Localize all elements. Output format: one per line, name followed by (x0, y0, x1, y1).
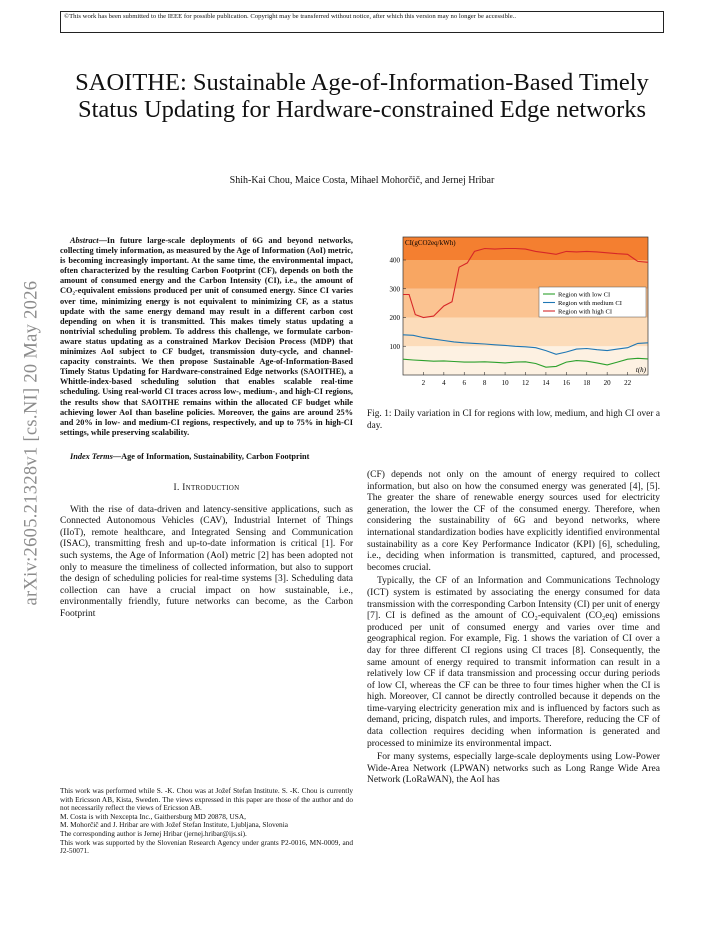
x-tick-label: 20 (603, 379, 611, 387)
abstract (60, 236, 353, 438)
x-tick-label: 12 (522, 379, 529, 387)
index-terms (60, 452, 353, 462)
chart-band-3 (403, 260, 648, 289)
abstract-label: Abstract (70, 236, 99, 245)
x-tick-label: 4 (442, 379, 446, 387)
x-tick-label: 6 (462, 379, 466, 387)
y-axis-label: CI(gCO2eq/kWh) (405, 239, 456, 247)
arxiv-watermark: arXiv:2605.21328v1 [cs.NI] 20 May 2026 (21, 280, 42, 606)
x-tick-label: 8 (482, 379, 487, 387)
intro-paragraph-1: With the rise of data-driven and latency-sensitive applications, such as Connected Autonomous Vehicles (CAV), Industrial Internet of Things (IIoT), remote healthcare, and Integrated Sensing and Communication (ISAC), transmitting fresh and up-to-date information is critical [1]. For such systems, the Age of Information (AoI) metric [2] has been adopted not only to measure the timeliness of collected information, but also to support the design of scheduling policies for real-time systems [3]. Scheduling data collection can have a crucial impact on how sustainable, i.e., environmentally friendly, future networks can become, as the Carbon Footprint (60, 504, 353, 619)
left-column (60, 236, 353, 623)
x-tick-label: 18 (583, 379, 591, 387)
x-tick-label: 22 (624, 379, 632, 387)
right-column (367, 470, 660, 789)
index-terms-label: Index Terms (70, 451, 113, 461)
abstract-text: —In future large-scale deployments of 6G and beyond networks, collecting timely information, as measured by the Age of Information (AoI) metric, is becoming increasingly important. At the same time, the environmental impact, often characterized by the resulting Carbon Footprint (CF), depends on both the amount of consumed energy and the Carbon Intensity (CI), i.e., the amount of CO₂-equivalent emissions produced per unit of consumed energy. Since CI varies over time, minimizing energy is not equivalent to minimizing CF, as a status update with the same energy demand may result in a different carbon cost depending on when it is transmitted. This makes timely status updating a nontrivial scheduling problem. To address this challenge, we formulate carbon-aware status updating as a constrained Markov Decision Process (MDP) that minimizes AoI subject to CF budget, transmission duty-cycle, and channel-capacity constraints. We then propose Sustainable Age-of-Information-Based Timely Status Updating for Hardware-constrained Edge networks (SAOITHE), a Whittle-index-based scheduling solution that enables scalable real-time scheduling. Using real-world CI traces across low-, medium-, and high-CI regions, the results show that SAOITHE remains within the allocated CF budget while achieving lower AoI than baseline policies. Moreover, the gains are around 25% and 20% in low- and medium-CI regions, respectively, and up to 75% in high-CI settings, while preserving scalability. (60, 236, 353, 437)
right-paragraph-2: Typically, the CF of an Information and Communications Technology (ICT) system is estimated by associating the energy consumed for data transmission with the corresponding Carbon Intensity (CI) per unit of energy [7]. CI is defined as the amount of CO₂-equivalent (CO₂eq) emissions produced per unit of consumed energy and varies over time and geographical region. For example, Fig. 1 shows the variation of CI over a day for three different CI regions using CI traces [8]. Consequently, the same amount of energy required to transmit information can result in a relatively low CF if data transmission and processing occur during periods of low CI, whereas the CF can be three to four times higher when the CI is high. Moreover, CI cannot be directly controlled because it depends on the time-varying electricity generation mix and is influenced by factors such as demand, pricing, dispatch rules, and imports. Therefore, reducing the CF of data collection requires deciding when information is generated and processed to minimize its environmental impact. (367, 576, 660, 749)
y-tick-label: 100 (389, 342, 400, 351)
legend-label-1: Region with low CI (558, 291, 611, 299)
figure-1-caption: Fig. 1: Daily variation in CI for regions with low, medium, and high CI over a day. (367, 409, 660, 431)
footnote: This work was performed while S. -K. Chou was at Jožef Stefan Institute. S. -K. Chou is currently with Ericsson AB, Kista, Sweden. The views expressed in this paper are those of the author and do not necessarily reflect the views of Ericsson AB. M. Costa is with Nexcepta Inc., Gaithersburg MD 20878, USA, M. Mohorčič and J. Hribar are with Jožef Stefan Institute, Ljubljana, Slovenia The corresponding author is Jernej Hribar (jernej.hribar@ijs.si). This work was supported by the Slovenian Research Agency under grants P2-0016, MN-0009, and J2-50071. (60, 786, 353, 856)
chart-band-1 (403, 318, 648, 347)
right-paragraph-1: (CF) depends not only on the amount of energy required to collect information, but also on how the consumed energy was generated [4], [5]. The greater the share of renewable energy sources used for electricity generation, the lower the CF of the consumed energy. Therefore, when considering the sustainability of 6G and beyond networks, where international standardization bodies have explicitly identified environmental sustainability as a core Key Performance Indicator (KPI) [6], scheduling, i.e., deciding when information is transmitted, captured, and processed, becomes crucial. (367, 470, 660, 573)
legend-label-2: Region with medium CI (558, 299, 622, 307)
y-tick-label: 300 (389, 285, 400, 294)
index-terms-text: —Age of Information, Sustainability, Carbon Footprint (112, 451, 310, 461)
x-axis-label: t(h) (635, 366, 646, 374)
paper-authors: Shih-Kai Chou, Maice Costa, Mihael Mohorčič, and Jernej Hribar (229, 175, 495, 186)
paper-title: SAOITHE: Sustainable Age-of-Information-Based Timely Status Updating for Hardware-constrained Edge networks (75, 69, 649, 123)
footnote-rule (60, 782, 353, 783)
section-heading-introduction: I. Introduction (173, 482, 240, 493)
x-tick-label: 2 (421, 379, 426, 387)
right-paragraph-3: For many systems, especially large-scale deployments using Low-Power Wide-Area Network (LPWAN) networks such as Long Range Wide Area Network (LoRaWAN), the AoI has (367, 752, 660, 786)
legend-label-3: Region with high CI (558, 308, 613, 316)
x-tick-label: 14 (542, 379, 550, 387)
x-tick-label: 16 (562, 379, 570, 387)
figure-1-chart (367, 235, 660, 402)
copyright-notice: ©This work has been submitted to the IEEE for possible publication. Copyright may be transferred without notice, after which this version may no longer be accessible.. (60, 11, 664, 33)
y-tick-label: 200 (389, 314, 400, 322)
x-tick-label: 10 (501, 379, 509, 387)
y-tick-label: 400 (389, 256, 400, 265)
